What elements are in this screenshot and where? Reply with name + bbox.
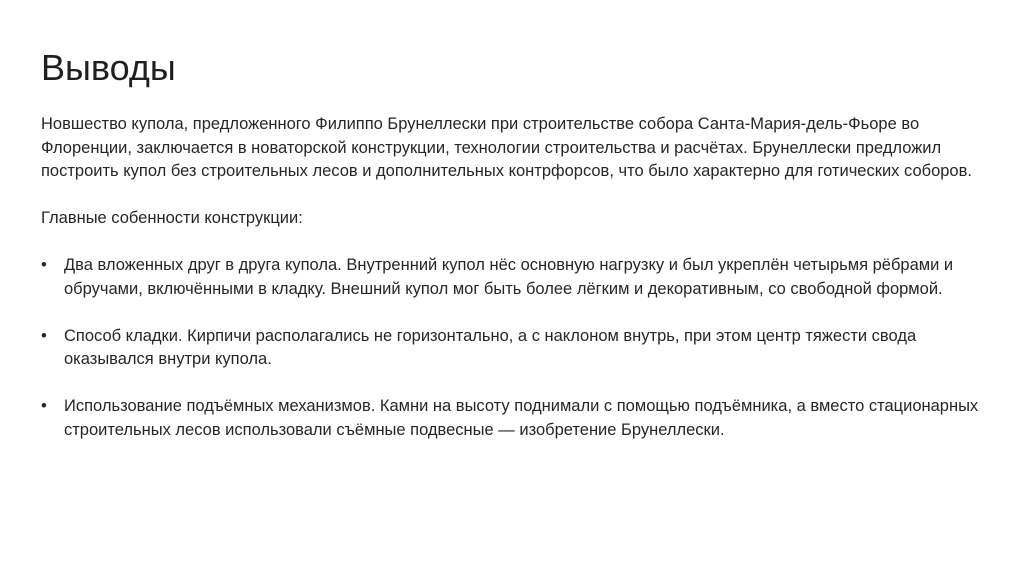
list-item bbox=[41, 254, 981, 301]
bullet-icon: • bbox=[41, 397, 47, 415]
features-subheading: Главные собенности конструкции: bbox=[41, 209, 303, 227]
list-item-text: Использование подъёмных механизмов. Камни на высоту поднимали с помощью подъёмника, а вместо стационарных строительных лесов использовали съёмные подвесные — изобретение Брунеллески. bbox=[64, 397, 979, 439]
list-item-text: Два вложенных друг в друга купола. Внутренний купол нёс основную нагрузку и был укреплён четырьмя рёбрами и обручами, включёнными в кладку. Внешний купол мог быть более лёгким и декоративным, со свободной формой. bbox=[64, 256, 954, 298]
list-item bbox=[41, 325, 981, 372]
features-list bbox=[41, 254, 981, 442]
list-item-text: Способ кладки. Кирпичи располагались не горизонтально, а с наклоном внутрь, при этом центр тяжести свода оказывался внутри купола. bbox=[64, 326, 917, 368]
list-item bbox=[41, 395, 981, 442]
slide-title: Выводы bbox=[41, 47, 176, 88]
slide-body bbox=[41, 113, 981, 466]
bullet-icon: • bbox=[41, 256, 47, 274]
bullet-icon: • bbox=[41, 326, 47, 345]
intro-paragraph: Новшество купола, предложенного Филиппо Брунеллески при строительстве собора Санта-Мария-дель-Фьоре во Флоренции, заключается в новаторской конструкции, технологии строительства и расчётах. Брунеллески предложил построить купол без строительных лесов и дополнительных контрфорсов, что было характерно для готических соборов. bbox=[41, 115, 972, 180]
